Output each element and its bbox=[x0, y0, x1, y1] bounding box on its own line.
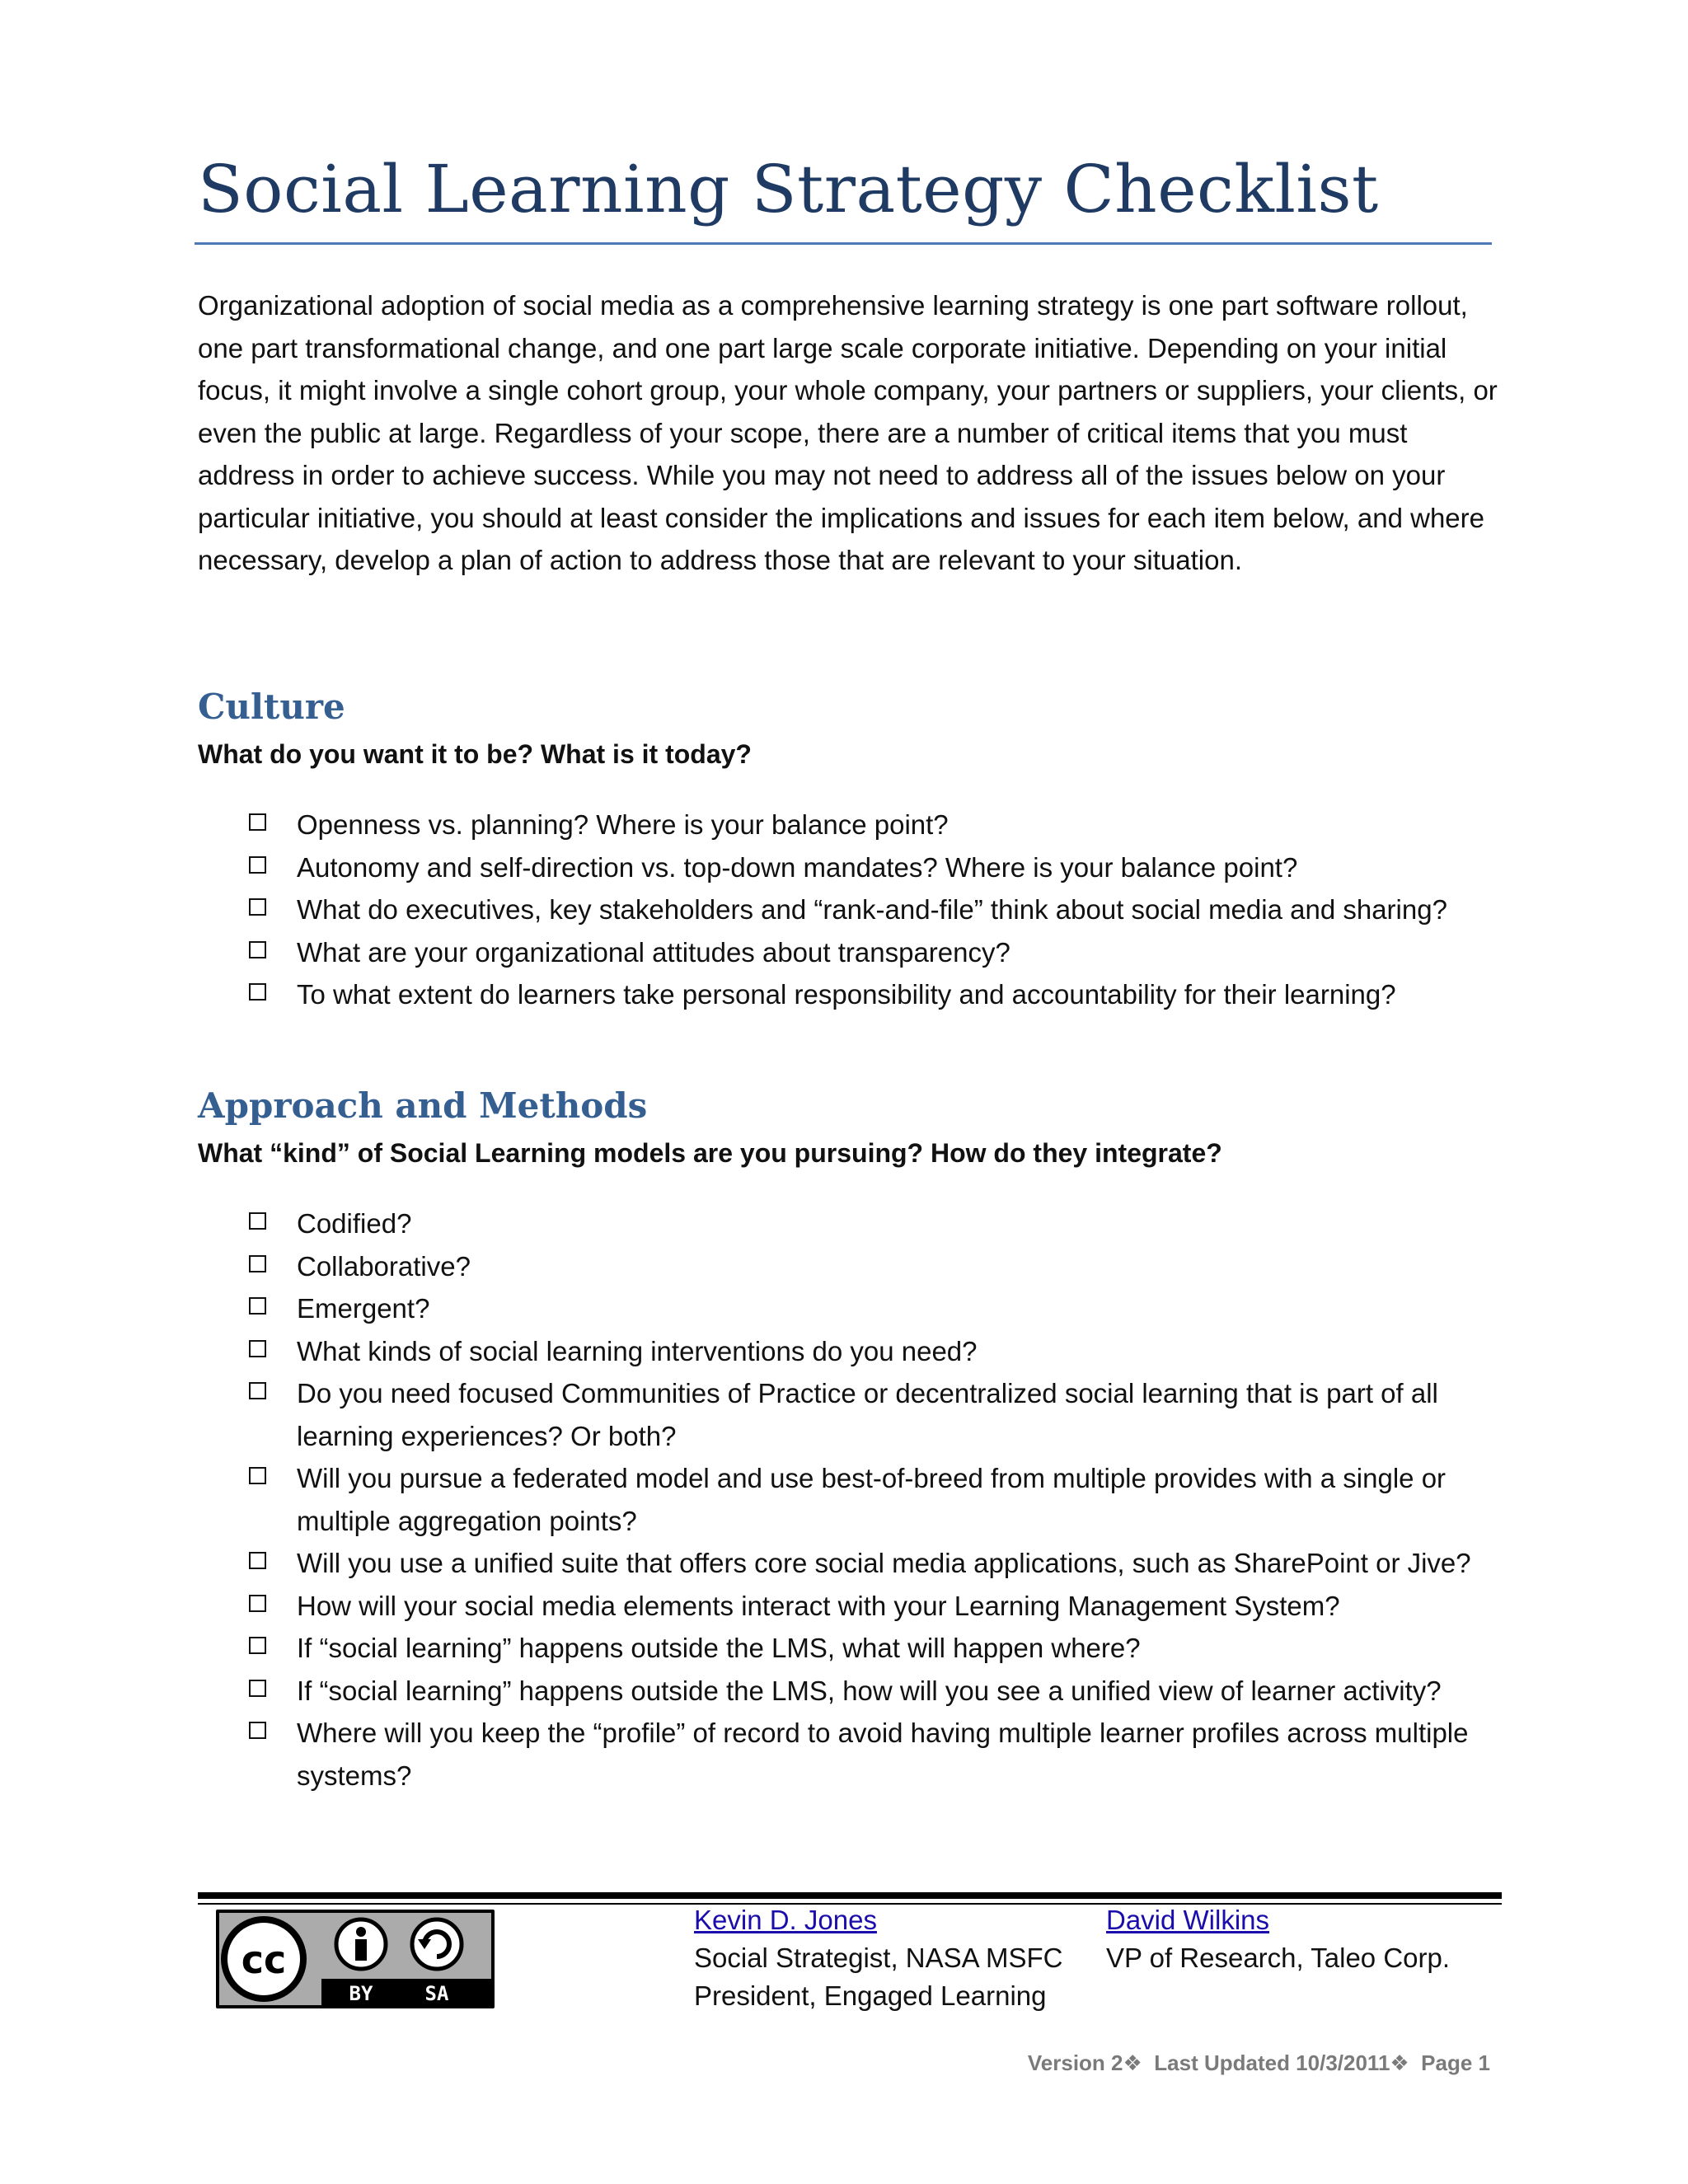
page-number: Page 1 bbox=[1421, 2050, 1490, 2075]
cc-by-label: BY bbox=[349, 1982, 373, 2005]
intro-paragraph: Organizational adoption of social media as a comprehensive learning strategy is one part software rollout, one part transformational change, and one part large scale corporate initiative. Depending on your initial focus, it might involve a single cohort group, your whole company, your partners or suppliers, your clients, or even the public at large. Regardless of your scope, there are a number of critical items that you must address in order to achieve success. While you may not need to address all of the issues below on your particular initiative, you should at least consider the implications and issues for each item below, and where necessary, develop a plan of action to address those that are relevant to your situation. bbox=[198, 290, 1498, 575]
last-updated-text: Last Updated 10/3/2011 bbox=[1154, 2050, 1390, 2075]
checkbox[interactable] bbox=[249, 1467, 266, 1484]
footer-rule bbox=[198, 1892, 1502, 1899]
checkbox[interactable] bbox=[249, 1340, 266, 1357]
cc-license-badge bbox=[216, 1910, 495, 2008]
checklist-item bbox=[249, 888, 1502, 931]
checklist-item bbox=[249, 1245, 1502, 1288]
cc-sa-label: SA bbox=[424, 1982, 449, 2005]
checklist-item-text: Codified? bbox=[297, 1208, 412, 1239]
approach-checklist bbox=[249, 1202, 1502, 1797]
author-david-wilkins bbox=[1106, 1901, 1450, 1977]
footer-version-line bbox=[1028, 2048, 1490, 2078]
checklist-item-text: Will you pursue a federated model and use best-of-breed from multiple provides with a single or multiple aggregation points? bbox=[297, 1463, 1447, 1536]
checklist-item-text: How will your social media elements interact with your Learning Management System? bbox=[297, 1590, 1340, 1621]
approach-heading: Approach and Methods bbox=[198, 1085, 648, 1126]
culture-subheading: What do you want it to be? What is it today? bbox=[198, 739, 752, 769]
checklist-item-text: Autonomy and self-direction vs. top-down mandates? Where is your balance point? bbox=[297, 851, 1298, 883]
checklist-item bbox=[249, 973, 1502, 1016]
checkbox[interactable] bbox=[249, 983, 266, 1001]
checkbox[interactable] bbox=[249, 1637, 266, 1654]
checklist-item bbox=[249, 1712, 1502, 1797]
checklist-item-text: If “social learning” happens outside the LMS, how will you see a unified view of learner activity? bbox=[297, 1675, 1442, 1706]
checklist-item-text: Do you need focused Communities of Practice or decentralized social learning that is part of all learning experiences? Or both? bbox=[297, 1378, 1438, 1451]
checklist-item-text: Emergent? bbox=[297, 1293, 430, 1324]
cc-by-sa-icon bbox=[216, 1910, 495, 2008]
separator-icon: ❖ bbox=[1390, 2050, 1409, 2075]
checklist-item-text: To what extent do learners take personal responsibility and accountability for their learning? bbox=[297, 979, 1396, 1010]
author-role: Social Strategist, NASA MSFC bbox=[694, 1943, 1063, 1973]
checklist-item bbox=[249, 1372, 1502, 1457]
checklist-item bbox=[249, 846, 1502, 889]
checkbox[interactable] bbox=[249, 1382, 266, 1399]
checklist-item bbox=[249, 1330, 1502, 1373]
checklist-item bbox=[249, 1287, 1502, 1330]
author-role-secondary: President, Engaged Learning bbox=[694, 1980, 1047, 2011]
author-role: VP of Research, Taleo Corp. bbox=[1106, 1943, 1451, 1973]
version-text: Version 2 bbox=[1027, 2050, 1123, 2075]
checkbox[interactable] bbox=[249, 1680, 266, 1697]
culture-checklist bbox=[249, 804, 1502, 1016]
culture-heading: Culture bbox=[198, 687, 345, 727]
checklist-item-text: If “social learning” happens outside the LMS, what will happen where? bbox=[297, 1633, 1141, 1663]
checkbox[interactable] bbox=[249, 1255, 266, 1272]
checkbox[interactable] bbox=[249, 898, 266, 916]
checkbox[interactable] bbox=[249, 856, 266, 874]
author-link-kevin-jones[interactable]: Kevin D. Jones bbox=[694, 1905, 877, 1935]
checklist-item-text: Where will you keep the “profile” of record to avoid having multiple learner profiles across multiple systems? bbox=[297, 1718, 1469, 1791]
checklist-item-text: Openness vs. planning? Where is your balance point? bbox=[297, 809, 949, 840]
page-title: Social Learning Strategy Checklist bbox=[198, 151, 1379, 227]
checklist-item bbox=[249, 804, 1502, 846]
checklist-item-text: What kinds of social learning interventions do you need? bbox=[297, 1335, 978, 1366]
checklist-item bbox=[249, 1457, 1502, 1542]
checklist-item bbox=[249, 1627, 1502, 1670]
checklist-item bbox=[249, 931, 1502, 974]
checkbox[interactable] bbox=[249, 1722, 266, 1739]
checkbox[interactable] bbox=[249, 1212, 266, 1230]
title-underline bbox=[195, 242, 1492, 245]
checklist-item-text: What are your organizational attitudes about transparency? bbox=[297, 936, 1010, 968]
approach-subheading: What “kind” of Social Learning models are you pursuing? How do they integrate? bbox=[198, 1138, 1222, 1168]
checkbox[interactable] bbox=[249, 1552, 266, 1569]
checkbox[interactable] bbox=[249, 813, 266, 831]
checklist-item-text: Collaborative? bbox=[297, 1250, 471, 1282]
checklist-item bbox=[249, 1585, 1502, 1628]
checkbox[interactable] bbox=[249, 941, 266, 958]
author-link-david-wilkins[interactable]: David Wilkins bbox=[1106, 1905, 1270, 1935]
checklist-item-text: What do executives, key stakeholders and “rank-and-file” think about social media and sharing? bbox=[297, 894, 1447, 925]
checkbox[interactable] bbox=[249, 1595, 266, 1612]
checklist-item bbox=[249, 1202, 1502, 1245]
checklist-item bbox=[249, 1542, 1502, 1585]
checkbox[interactable] bbox=[249, 1297, 266, 1315]
svg-text:cc: cc bbox=[241, 1938, 287, 1982]
checklist-item-text: Will you use a unified suite that offers core social media applications, such as SharePoint or Jive? bbox=[297, 1548, 1471, 1578]
checklist-item bbox=[249, 1670, 1502, 1713]
separator-icon: ❖ bbox=[1123, 2050, 1142, 2075]
author-kevin-jones bbox=[694, 1901, 1062, 2015]
